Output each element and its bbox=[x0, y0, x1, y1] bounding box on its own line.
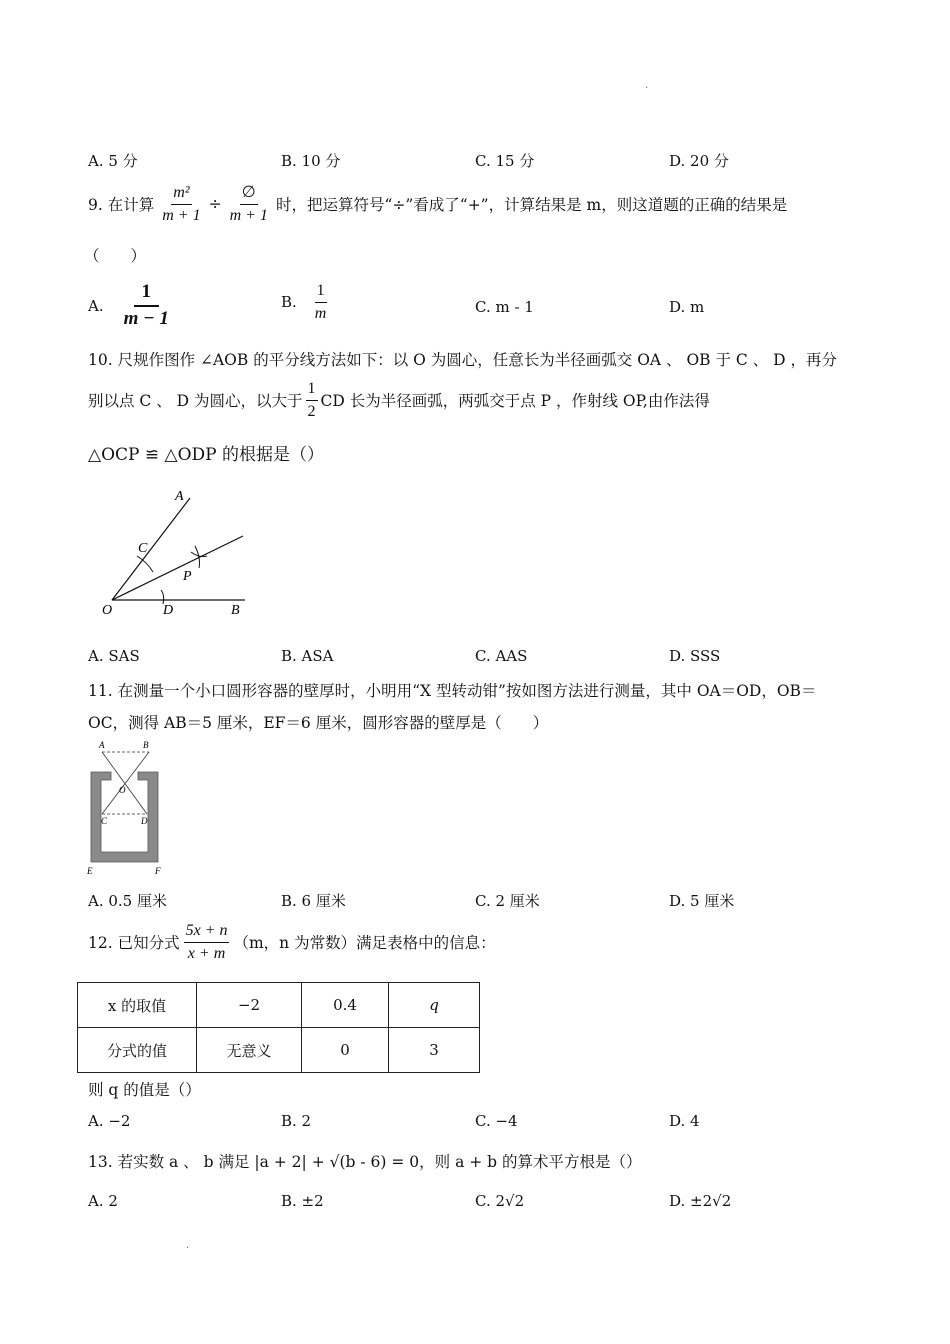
q10-line-3: △OCP ≌ △ODP 的根据是（） bbox=[88, 445, 324, 465]
label-f: F bbox=[155, 866, 161, 876]
table-cell: 无意义 bbox=[197, 1028, 302, 1073]
table-cell: 0.4 bbox=[302, 983, 389, 1028]
table-cell: 3 bbox=[389, 1028, 480, 1073]
q9-frac1-den: m + 1 bbox=[162, 206, 201, 224]
label-d: D bbox=[163, 603, 174, 618]
q13-option-c[interactable]: C. 2√2 bbox=[475, 1192, 525, 1210]
q9-option-b-label: B. bbox=[281, 293, 297, 312]
q10-line-2-a: 别以点 C 、 D 为圆心，以大于 bbox=[88, 392, 303, 411]
q9-option-a-fraction bbox=[122, 282, 171, 330]
q9-frac1-num: m² bbox=[171, 184, 191, 205]
label-e: E bbox=[87, 866, 93, 876]
label-a: A bbox=[175, 489, 184, 504]
q9-stem bbox=[88, 184, 787, 224]
q10-line-2 bbox=[88, 380, 710, 420]
page-bottom-mark: . bbox=[186, 1240, 190, 1251]
q9-frac2-den: m + 1 bbox=[229, 206, 268, 224]
q12-frac-den: x + m bbox=[187, 944, 226, 962]
q9-frac2-num: ∅ bbox=[240, 184, 258, 205]
q13-stem: 13. 若实数 a 、 b 满足 |a + 2| + √(b - 6) = 0，则 a + b 的算术平方根是（） bbox=[88, 1153, 642, 1171]
q9-fraction-1 bbox=[160, 184, 202, 224]
q10-line-2-b: CD 长为半径画弧，两弧交于点 P ，作射线 OP,由作法得 bbox=[320, 392, 710, 411]
q12-option-c[interactable]: C. −4 bbox=[475, 1112, 518, 1130]
q12-option-b[interactable]: B. 2 bbox=[281, 1112, 312, 1130]
ray-oa bbox=[112, 498, 190, 600]
label-c: C bbox=[101, 816, 108, 826]
q8-option-c[interactable]: C. 15 分 bbox=[475, 152, 535, 170]
q9-option-a-label: A. bbox=[88, 296, 104, 315]
q12-fraction bbox=[184, 922, 230, 962]
q12-prefix: 12. 已知分式 bbox=[88, 934, 180, 953]
q9-option-b-den: m bbox=[314, 304, 327, 322]
label-p: P bbox=[183, 569, 192, 584]
q13-option-b[interactable]: B. ±2 bbox=[281, 1192, 324, 1210]
q11-container-figure bbox=[85, 738, 170, 878]
q12-value-table bbox=[77, 982, 480, 1073]
q9-operator: ÷ bbox=[208, 195, 222, 214]
label-o: O bbox=[102, 603, 113, 618]
q10-option-d[interactable]: D. SSS bbox=[669, 647, 721, 665]
q10-line-1: 10. 尺规作图作 ∠AOB 的平分线方法如下：以 O 为圆心，任意长为半径画弧交 OA 、 OB 于 C 、 D ，再分 bbox=[88, 351, 837, 369]
q13-option-d[interactable]: D. ±2√2 bbox=[669, 1192, 732, 1210]
table-cell: 分式的值 bbox=[78, 1028, 197, 1073]
q9-option-a-den: m − 1 bbox=[123, 307, 169, 329]
q11-line-2: OC，测得 AB＝5 厘米，EF＝6 厘米，圆形容器的壁厚是（ ） bbox=[88, 714, 549, 732]
q10-half-num: 1 bbox=[306, 380, 318, 401]
page-top-mark: . bbox=[645, 80, 649, 91]
q11-option-a[interactable]: A. 0.5 厘米 bbox=[88, 892, 167, 910]
q8-option-d[interactable]: D. 20 分 bbox=[669, 152, 729, 170]
q11-option-c[interactable]: C. 2 厘米 bbox=[475, 892, 540, 910]
q9-option-b[interactable] bbox=[281, 282, 328, 322]
q12-frac-num: 5x + n bbox=[184, 922, 230, 943]
label-b: B bbox=[143, 740, 149, 750]
q8-option-b[interactable]: B. 10 分 bbox=[281, 152, 341, 170]
table-cell: q bbox=[389, 983, 480, 1028]
q9-option-a-num: 1 bbox=[134, 282, 160, 307]
q11-line-1: 11. 在测量一个小口圆形容器的壁厚时，小明用“X 型转动钳”按如图方法进行测量，其中 OA＝OD，OB＝ bbox=[88, 682, 817, 700]
q12-after-table: 则 q 的值是（） bbox=[88, 1081, 201, 1099]
q10-angle-bisector-figure bbox=[95, 482, 255, 622]
q10-option-a[interactable]: A. SAS bbox=[88, 647, 140, 665]
q9-paren: （ ） bbox=[84, 247, 147, 265]
q8-option-a[interactable]: A. 5 分 bbox=[88, 152, 138, 170]
table-row bbox=[78, 1028, 480, 1073]
q11-option-b[interactable]: B. 6 厘米 bbox=[281, 892, 346, 910]
ray-op bbox=[112, 536, 243, 600]
arc-d bbox=[161, 590, 164, 604]
q10-half-den: 2 bbox=[307, 402, 316, 420]
label-c: C bbox=[138, 541, 148, 556]
q9-prefix: 9. 在计算 bbox=[88, 196, 155, 215]
table-cell: x 的取值 bbox=[78, 983, 197, 1028]
q12-option-d[interactable]: D. 4 bbox=[669, 1112, 700, 1130]
label-o: O bbox=[119, 785, 126, 795]
table-cell: 0 bbox=[302, 1028, 389, 1073]
q10-option-c[interactable]: C. AAS bbox=[475, 647, 528, 665]
q9-option-b-num: 1 bbox=[315, 282, 327, 303]
label-b: B bbox=[231, 603, 240, 618]
label-d: D bbox=[141, 816, 148, 826]
q9-option-d[interactable]: D. m bbox=[669, 298, 705, 316]
table-row bbox=[78, 983, 480, 1028]
q12-option-a[interactable]: A. −2 bbox=[88, 1112, 131, 1130]
q11-option-d[interactable]: D. 5 厘米 bbox=[669, 892, 735, 910]
q9-option-a[interactable] bbox=[88, 282, 171, 330]
q13-option-a[interactable]: A. 2 bbox=[88, 1192, 118, 1210]
q9-option-c[interactable]: C. m - 1 bbox=[475, 298, 534, 316]
q10-half-fraction bbox=[306, 380, 318, 420]
q12-stem bbox=[88, 922, 496, 962]
q9-suffix: 时，把运算符号“÷”看成了“+”，计算结果是 m，则这道题的正确的结果是 bbox=[275, 196, 788, 215]
q9-fraction-2 bbox=[228, 184, 270, 224]
table-cell: −2 bbox=[197, 983, 302, 1028]
q10-option-b[interactable]: B. ASA bbox=[281, 647, 334, 665]
arc-p-2 bbox=[195, 546, 200, 568]
label-a: A bbox=[99, 740, 105, 750]
q9-option-b-fraction bbox=[313, 282, 329, 322]
q12-suffix: （m，n 为常数）满足表格中的信息： bbox=[233, 934, 496, 953]
